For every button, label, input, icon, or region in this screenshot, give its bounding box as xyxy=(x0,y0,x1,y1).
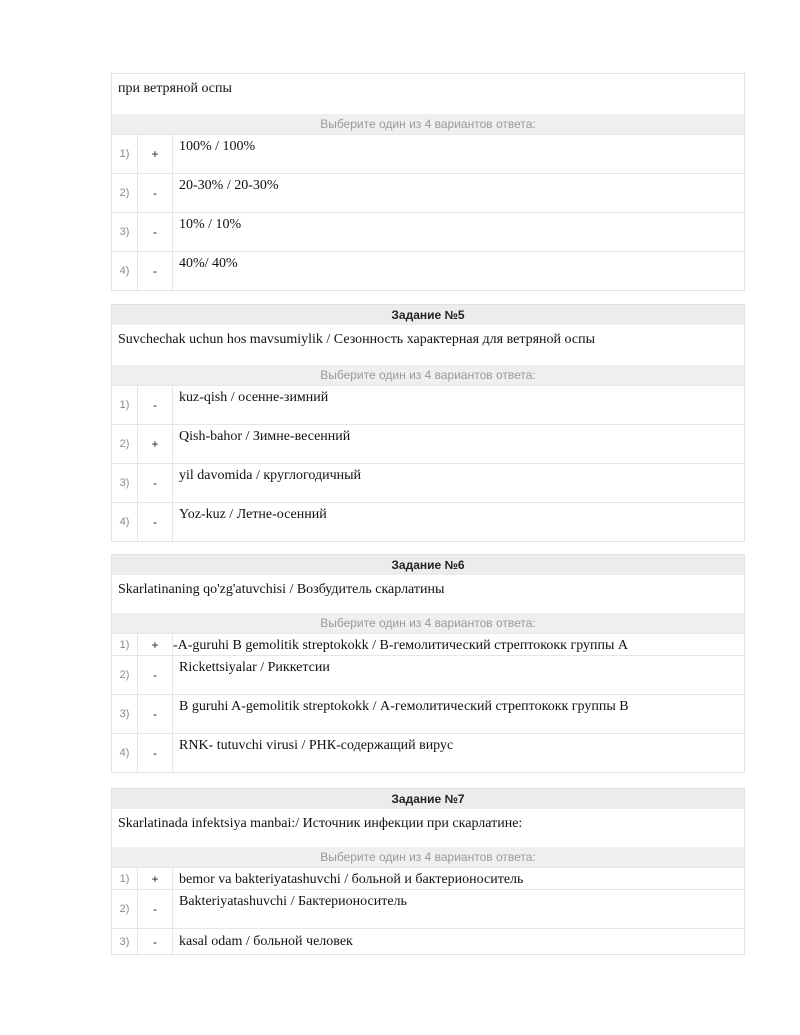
answer-row xyxy=(112,385,744,424)
task-title: Задание №5 xyxy=(112,305,744,325)
answer-text: 20-30% / 20-30% xyxy=(179,178,279,193)
answer-number: 2) xyxy=(112,425,138,463)
answer-row xyxy=(112,502,744,541)
correct-mark: + xyxy=(138,135,173,173)
answer-row xyxy=(112,173,744,212)
question-text: при ветряной оспы xyxy=(118,81,232,96)
answer-number: 4) xyxy=(112,252,138,290)
question-block-5 xyxy=(111,304,745,542)
question-text: Suvchechak uchun hos mavsumiylik / Сезонность характерная для ветряной оспы xyxy=(118,332,595,347)
answer-number: 1) xyxy=(112,868,138,889)
answer-number: 1) xyxy=(112,135,138,173)
answer-row xyxy=(112,212,744,251)
question-block-6 xyxy=(111,554,745,773)
answer-text: Qish-bahor / Зимне-весенний xyxy=(179,429,351,444)
incorrect-mark: - xyxy=(138,252,173,290)
answer-row xyxy=(112,867,744,889)
answer-text: 40%/ 40% xyxy=(179,256,238,271)
answer-number: 2) xyxy=(112,174,138,212)
answer-text: RNK- tutuvchi virusi / РНК-содержащий вирус xyxy=(179,738,454,753)
answer-hint: Выберите один из 4 вариантов ответа: xyxy=(112,114,744,134)
incorrect-mark: - xyxy=(138,386,173,424)
answer-number: 4) xyxy=(112,734,138,772)
answer-number: 3) xyxy=(112,695,138,733)
answer-text: 100% / 100% xyxy=(179,139,256,154)
answer-row xyxy=(112,633,744,655)
answer-row xyxy=(112,424,744,463)
answer-text: 10% / 10% xyxy=(179,217,242,232)
answer-text: kuz-qish / осенне-зимний xyxy=(179,390,329,405)
answer-number: 4) xyxy=(112,503,138,541)
incorrect-mark: - xyxy=(138,174,173,212)
question-text: Skarlatinaning qo'zg'atuvchisi / Возбудитель скарлатины xyxy=(118,582,445,597)
question-block-4-continuation xyxy=(111,73,745,291)
incorrect-mark: - xyxy=(138,464,173,502)
answer-row xyxy=(112,928,744,954)
answer-row xyxy=(112,463,744,502)
incorrect-mark: - xyxy=(138,695,173,733)
incorrect-mark: - xyxy=(138,890,173,928)
answer-row xyxy=(112,655,744,694)
answer-number: 3) xyxy=(112,929,138,954)
answer-text: bemor va bakteriyatashuvchi / больной и бактерионоситель xyxy=(179,872,524,887)
question-text: Skarlatinada infektsiya manbai:/ Источник инфекции при скарлатине: xyxy=(118,816,523,831)
incorrect-mark: - xyxy=(138,213,173,251)
correct-mark: + xyxy=(138,634,173,655)
answer-number: 1) xyxy=(112,386,138,424)
answer-text: Bakteriyatashuvchi / Бактерионоситель xyxy=(179,894,407,909)
answer-text: yil davomida / круглогодичный xyxy=(179,468,362,483)
answer-hint: Выберите один из 4 вариантов ответа: xyxy=(112,613,744,633)
answer-text: -A-guruhi B gemolitik streptokokk / B-гемолитический стрептококк группы А xyxy=(173,638,629,653)
answer-row xyxy=(112,889,744,928)
answer-text: B guruhi A-gemolitik streptokokk / А-гемолитический стрептококк группы В xyxy=(179,699,629,714)
task-title: Задание №7 xyxy=(112,789,744,809)
answer-number: 1) xyxy=(112,634,138,655)
answer-row xyxy=(112,251,744,290)
answer-row xyxy=(112,694,744,733)
incorrect-mark: - xyxy=(138,656,173,694)
question-block-7 xyxy=(111,788,745,955)
answer-number: 3) xyxy=(112,464,138,502)
answer-text: Rickettsiyalar / Риккетсии xyxy=(179,660,330,675)
incorrect-mark: - xyxy=(138,503,173,541)
correct-mark: + xyxy=(138,425,173,463)
answer-number: 3) xyxy=(112,213,138,251)
answer-text: Yoz-kuz / Летне-осенний xyxy=(179,507,327,522)
answer-hint: Выберите один из 4 вариантов ответа: xyxy=(112,365,744,385)
incorrect-mark: - xyxy=(138,929,173,954)
task-title: Задание №6 xyxy=(112,555,744,575)
answer-number: 2) xyxy=(112,890,138,928)
answer-row xyxy=(112,134,744,173)
correct-mark: + xyxy=(138,868,173,889)
answer-row xyxy=(112,733,744,772)
answer-hint: Выберите один из 4 вариантов ответа: xyxy=(112,847,744,867)
answer-text: kasal odam / больной человек xyxy=(179,934,353,949)
answer-number: 2) xyxy=(112,656,138,694)
incorrect-mark: - xyxy=(138,734,173,772)
